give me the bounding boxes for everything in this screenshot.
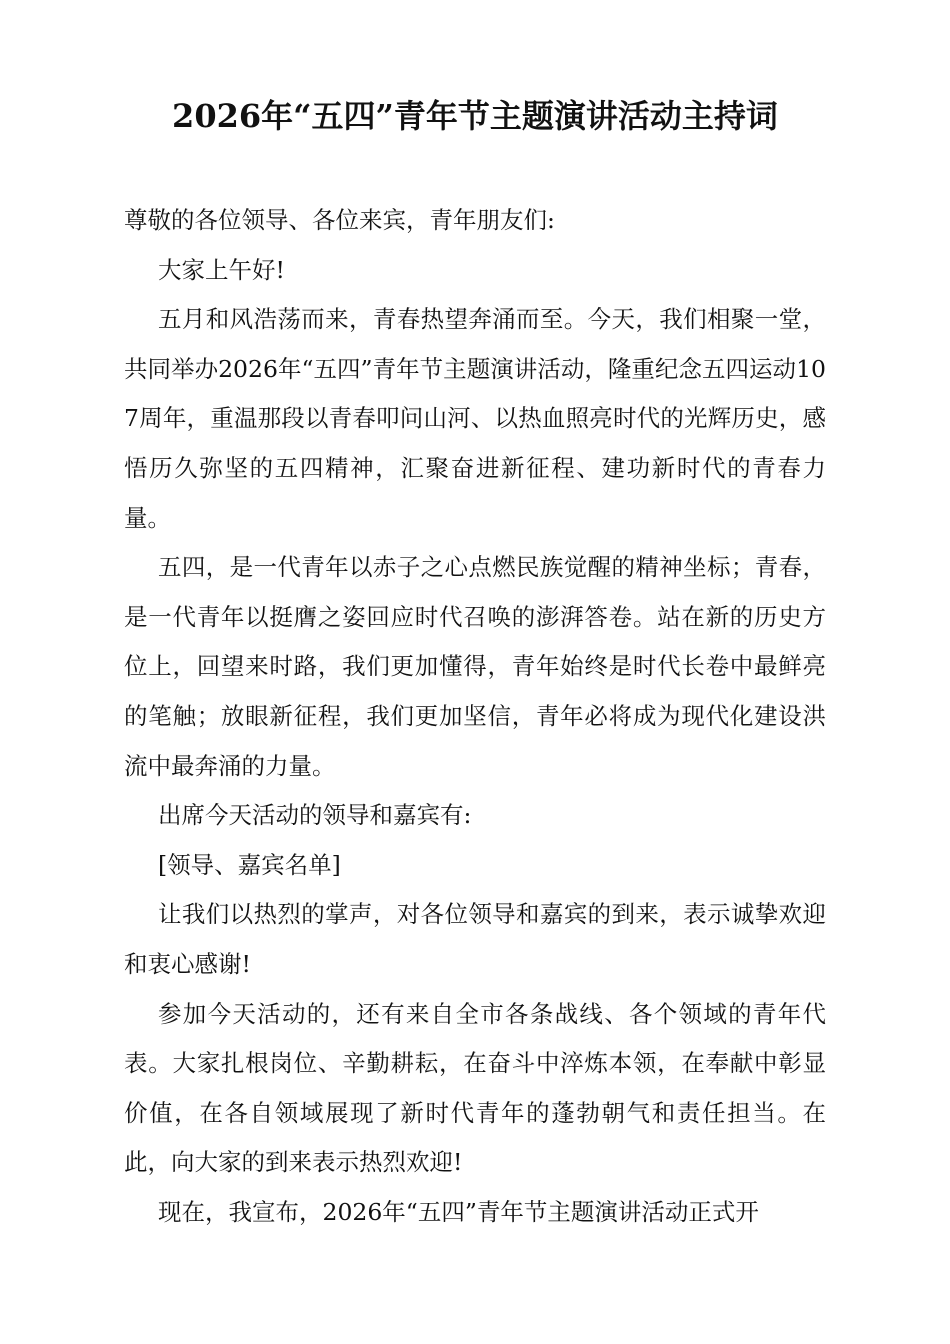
paragraph-guest-list: [领导、嘉宾名单] [158, 850, 341, 879]
paragraph-salutation: 尊敬的各位领导、各位来宾，青年朋友们: [124, 206, 555, 234]
paragraph-youth-representatives: 参加今天活动的，还有来自全市各条战线、各个领域的青年代表。大家扎根岗位、辛勤耕耘，在奋斗中淬炼本领，在奉献中彰显价值，在各自领域展现了新时代青年的蓬勃朝气和责任担当。在此，向大家的到来表示热烈欢迎! [124, 999, 826, 1177]
document-body [124, 196, 826, 1237]
paragraph-greeting: 大家上午好! [158, 255, 285, 284]
paragraph-guests-intro: 出席今天活动的领导和嘉宾有: [158, 801, 472, 830]
paragraph-opening: 五月和风浩荡而来，青春热望奔涌而至。今天，我们相聚一堂，共同举办2026年“五四”青年节主题演讲活动，隆重纪念五四运动107周年，重温那段以青春叩问山河、以热血照亮时代的光辉历史，感悟历久弥坚的五四精神，汇聚奋进新征程、建功新时代的青春力量。 [124, 305, 826, 532]
paragraph-announcement: 现在，我宣布，2026年“五四”青年节主题演讲活动正式开 [158, 1197, 759, 1226]
paragraph-welcome-guests: 让我们以热烈的掌声，对各位领导和嘉宾的到来，表示诚挚欢迎和衷心感谢! [124, 900, 826, 978]
document-title: 2026年“五四”青年节主题演讲活动主持词 [172, 97, 778, 135]
paragraph-spirit: 五四，是一代青年以赤子之心点燃民族觉醒的精神坐标；青春，是一代青年以挺膺之姿回应时代召唤的澎湃答卷。站在新的历史方位上，回望来时路，我们更加懂得，青年始终是时代长卷中最鲜亮的笔触；放眼新征程，我们更加坚信，青年必将成为现代化建设洪流中最奔涌的力量。 [124, 553, 826, 780]
